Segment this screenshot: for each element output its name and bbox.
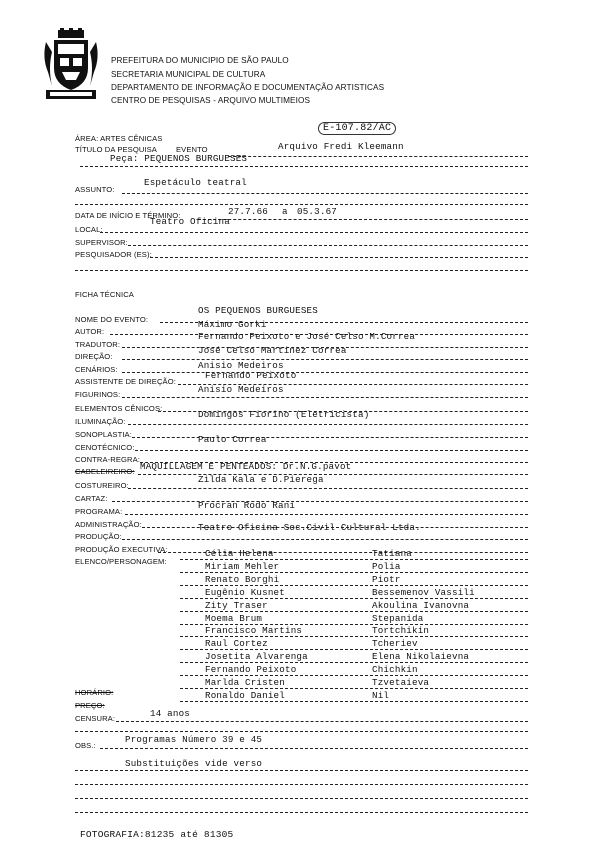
header-line-4: CENTRO DE PESQUISAS - ARQUIVO MULTIMEIOS [111, 96, 311, 105]
photo-range-footer: FOTOGRAFIA:81235 até 81305 [80, 829, 234, 840]
program-value: Procran Rodo Rani [198, 500, 296, 511]
lighting-label: ILUMINAÇÃO: [75, 417, 126, 426]
translator-value: Fernando Peixoto e José Celso M.Correa [198, 331, 416, 342]
author-value: Máximo Gorki [198, 319, 267, 330]
cast-role: Tatiana [372, 548, 412, 559]
production-label: PRODUÇÃO: [75, 532, 122, 541]
end-date-value: 05.3.67 [297, 206, 337, 217]
start-date-value: 27.7.66 [228, 206, 268, 217]
stage-technician-label: CENOTÉCNICO: [75, 443, 135, 452]
cast-actor: Francisco Martins [205, 625, 303, 637]
cast-actor: Renato Borghi [205, 573, 280, 585]
dates-label: DATA DE INÍCIO E TÉRMINO: [75, 211, 181, 220]
notes-value-1: Programas Número 39 e 45 [125, 734, 263, 745]
author-label: AUTOR: [75, 327, 105, 336]
cast-role: Stepanida [372, 612, 424, 624]
executive-production-label: PRODUÇÃO EXECUTIVA: [75, 545, 168, 554]
cast-actor: Zity Traser [205, 599, 268, 611]
date-separator: a [282, 206, 288, 217]
lighting-value: Domingos Fiorino (Eletricista) [198, 409, 370, 420]
research-title-value: Arquivo Fredi Kleemann [278, 141, 404, 152]
header-line-2: SECRETARIA MUNICIPAL DE CULTURA [111, 70, 266, 79]
cast-actor: Fernando Peixoto [205, 664, 297, 676]
document-code-stamp: E-107.82/AC [318, 122, 396, 135]
event-ref-label: EVENTO [176, 145, 208, 154]
cast-label: ELENCO/PERSONAGEM: [75, 557, 167, 566]
price-label: PREÇO: [75, 701, 105, 710]
notes-label: OBS.: [75, 741, 96, 750]
production-value: Teatro Oficina Soc.Civil Cultural Ltda. [198, 522, 421, 533]
cast-actor: Miriam Mehler [205, 560, 280, 572]
assistant-director-label: ASSISTENTE DE DIREÇÃO: [75, 377, 176, 386]
program-label: PROGRAMA: [75, 507, 123, 516]
schedule-label: HORÁRIO: [75, 688, 114, 697]
translator-label: TRADUTOR: [75, 340, 121, 349]
researcher-label: PESQUISADOR (ES): [75, 250, 152, 259]
assistant-director-value: Fernando Peixoto [205, 370, 297, 381]
supervisor-label: SUPERVISOR: [75, 238, 128, 247]
notes-value-2: Substituições vide verso [125, 758, 263, 769]
cast-actor: Ronaldo Daniel [205, 689, 285, 701]
event-name-label: NOME DO EVENTO: [75, 315, 149, 324]
location-label: LOCAL: [75, 225, 103, 234]
cast-role: Tcheriev [372, 638, 418, 650]
cast-actor: Marlda Cristen [205, 677, 285, 688]
tailor-value: Zilda Kala e D.Pierega [198, 474, 324, 485]
cast-actor: Raul Cortez [205, 638, 268, 650]
subject-label: ASSUNTO: [75, 185, 115, 194]
cast-actor: Moema Brum [205, 612, 263, 624]
censorship-value: 14 anos [150, 708, 190, 719]
makeup-hair-value: MAQUILLAGEM E PENTEADOS: Dr.N.G.pavot [140, 461, 352, 472]
play-title-value: Peça: PEQUENOS BURGUESES [110, 153, 248, 164]
hairdresser-label: CABELEIREIRO: [75, 467, 135, 476]
direction-label: DIREÇÃO: [75, 352, 113, 361]
stage-manager-label: CONTRA-REGRA: [75, 455, 141, 464]
administration-label: ADMINISTRAÇÃO: [75, 520, 142, 529]
censorship-label: CENSURA: [75, 714, 116, 723]
cast-role: Elena Nikolaievna [372, 651, 470, 663]
cast-actor: Eugênio Kusnet [205, 586, 285, 598]
tailor-label: COSTUREIRO: [75, 481, 129, 490]
direction-value: José Celso Martinez Correa [198, 345, 347, 356]
costumes-value: Anisio Medeiros [198, 384, 284, 395]
header-line-1: PREFEITURA DO MUNICIPIO DE SÃO PAULO [111, 56, 289, 65]
cast-role: Bessemenov Vassili [372, 586, 475, 598]
cast-role: Tortchikin [372, 625, 430, 637]
cast-role: Tzvetaieva [372, 677, 430, 688]
cast-actor: Josetita Alvarenga [205, 651, 308, 663]
scenery-value: Anisio Medeiros [198, 360, 284, 371]
stage-technician-value: Paulo Correa [198, 434, 267, 445]
research-title-label: TÍTULO DA PESQUISA [75, 145, 157, 154]
cast-role: Akoulina Ivanovna [372, 599, 470, 611]
cast-role: Piotr [372, 573, 401, 585]
costumes-label: FIGURINOS: [75, 390, 121, 399]
event-name-value: OS PEQUENOS BURGUESES [198, 305, 318, 316]
cast-role: Polia [372, 560, 401, 572]
location-value: Teatro Oficina [150, 216, 230, 227]
technical-sheet-heading: FICHA TÉCNICA [75, 290, 134, 299]
cast-role: Nil [372, 689, 390, 701]
subject-value: Espetáculo teatral [144, 177, 247, 188]
area-label: ÁREA: ARTES CÊNICAS [75, 134, 163, 143]
city-coat-of-arms-logo [42, 28, 100, 102]
scenic-elements-label: ELEMENTOS CÊNICOS: [75, 404, 163, 413]
cast-actor: Célia Helena [205, 548, 274, 559]
poster-label: CARTAZ: [75, 494, 108, 503]
cast-role: Chichkin [372, 664, 418, 676]
scenery-label: CENÁRIOS: [75, 365, 118, 374]
sound-design-label: SONOPLASTIA: [75, 430, 132, 439]
header-line-3: DEPARTAMENTO DE INFORMAÇÃO E DOCUMENTAÇÃO ARTISTICAS [111, 83, 385, 92]
